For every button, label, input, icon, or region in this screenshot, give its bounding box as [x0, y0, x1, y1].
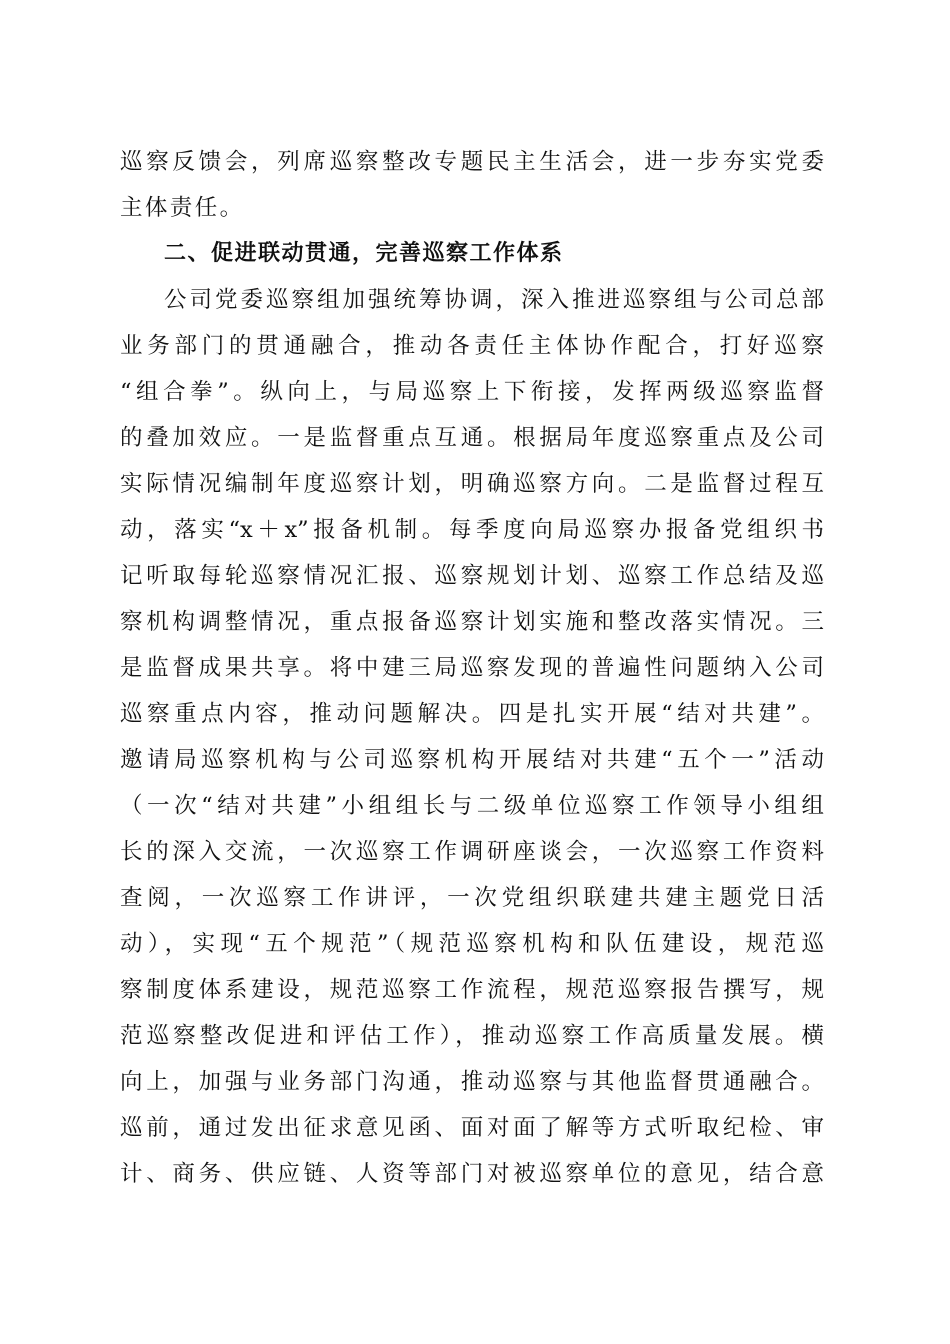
paragraph-line: 巡前，通过发出征求意见函、面对面了解等方式听取纪检、审	[120, 1115, 824, 1141]
paragraph-line: 巡察重点内容，推动问题解决。四是扎实开展“结对共建”。	[120, 701, 824, 727]
paragraph-line: 向上，加强与业务部门沟通，推动巡察与其他监督贯通融合。	[120, 1069, 824, 1095]
paragraph-line: 长的深入交流，一次巡察工作调研座谈会，一次巡察工作资料	[120, 839, 824, 865]
paragraph-line: 记听取每轮巡察情况汇报、巡察规划计划、巡察工作总结及巡	[120, 563, 824, 589]
paragraph-line: 公司党委巡察组加强统筹协调，深入推进巡察组与公司总部	[164, 287, 824, 313]
paragraph-line: 计、商务、供应链、人资等部门对被巡察单位的意见，结合意	[120, 1161, 824, 1187]
paragraph-line: 查阅，一次巡察工作讲评，一次党组织联建共建主题党日活	[120, 885, 824, 911]
paragraph-line: 主体责任。	[120, 195, 245, 221]
paragraph-line: 察机构调整情况，重点报备巡察计划实施和整改落实情况。三	[120, 609, 824, 635]
paragraph-line: 巡察反馈会，列席巡察整改专题民主生活会，进一步夯实党委	[120, 149, 824, 175]
paragraph-line: 是监督成果共享。将中建三局巡察发现的普遍性问题纳入公司	[120, 655, 824, 681]
paragraph-line: 范巡察整改促进和评估工作），推动巡察工作高质量发展。横	[120, 1023, 824, 1049]
paragraph-line: 业务部门的贯通融合，推动各责任主体协作配合，打好巡察	[120, 333, 824, 359]
paragraph-line: （一次“结对共建”小组组长与二级单位巡察工作领导小组组	[120, 793, 824, 819]
paragraph-line: 的叠加效应。一是监督重点互通。根据局年度巡察重点及公司	[120, 425, 824, 451]
paragraph-line: 动，落实“x＋x”报备机制。每季度向局巡察办报备党组织书	[120, 517, 824, 543]
paragraph-line: 动），实现“五个规范”（规范巡察机构和队伍建设，规范巡	[120, 931, 824, 957]
section-heading: 二、促进联动贯通，完善巡察工作体系	[164, 241, 564, 266]
paragraph-line: 邀请局巡察机构与公司巡察机构开展结对共建“五个一”活动	[120, 747, 824, 773]
paragraph-line: “组合拳”。纵向上，与局巡察上下衔接，发挥两级巡察监督	[120, 379, 824, 405]
paragraph-line: 察制度体系建设，规范巡察工作流程，规范巡察报告撰写，规	[120, 977, 824, 1003]
paragraph-line: 实际情况编制年度巡察计划，明确巡察方向。二是监督过程互	[120, 471, 824, 497]
